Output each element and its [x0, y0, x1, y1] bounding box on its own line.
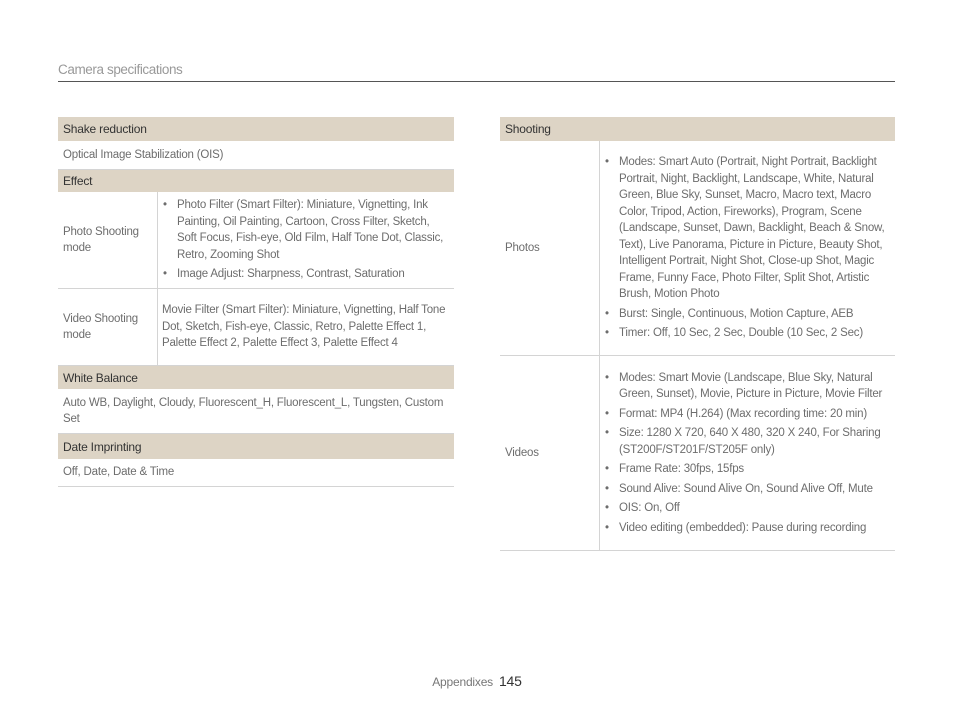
page-footer [0, 673, 954, 689]
page-title: Camera specifications [58, 62, 183, 77]
photo-shooting-mode-label: Photo Shooting mode [58, 192, 158, 288]
list-item: • Video editing (embedded): Pause during recording [604, 520, 891, 537]
white-balance-value: Auto WB, Daylight, Cloudy, Fluorescent_H, Fluorescent_L, Tungsten, Custom Set [58, 389, 454, 434]
section-header-date-imprinting: Date Imprinting [58, 434, 454, 459]
section-header-shooting: Shooting [500, 117, 895, 141]
section-header-white-balance: White Balance [58, 366, 454, 389]
list-item: • OIS: On, Off [604, 500, 891, 517]
video-shooting-mode-label: Video Shooting mode [58, 289, 158, 365]
date-imprinting-value: Off, Date, Date & Time [58, 459, 454, 487]
shake-reduction-value: Optical Image Stabilization (OIS) [58, 141, 454, 170]
list-item: • Sound Alive: Sound Alive On, Sound Alive Off, Mute [604, 481, 891, 498]
videos-label: Videos [500, 356, 600, 550]
effect-video-row [58, 289, 454, 366]
footer-section-label: Appendixes [432, 675, 493, 689]
list-item: • Image Adjust: Sharpness, Contrast, Saturation [162, 266, 450, 283]
list-item: • Format: MP4 (H.264) (Max recording time: 20 min) [604, 406, 891, 423]
list-item: • Frame Rate: 30fps, 15fps [604, 461, 891, 478]
photos-label: Photos [500, 141, 600, 355]
video-effect-value: Movie Filter (Smart Filter): Miniature, Vignetting, Half Tone Dot, Sketch, Fish-eye, Classic, Retro, Palette Effect 1, Palette Effect 2, Palette Effect 3, Palette Effect 4 [162, 304, 446, 350]
photos-spec-list [604, 154, 891, 342]
list-item: • Size: 1280 X 720, 640 X 480, 320 X 240, For Sharing (ST200F/ST201F/ST205F only) [604, 425, 891, 458]
shooting-videos-row [500, 356, 895, 551]
page-number: 145 [498, 673, 522, 689]
list-item: • Photo Filter (Smart Filter): Miniature, Vignetting, Ink Painting, Oil Painting, Cartoon, Cross Filter, Sketch, Soft Focus, Fish-eye, Old Film, Half Tone Dot, Classic, Retro, Zooming Shot [162, 197, 450, 263]
list-item: • Burst: Single, Continuous, Motion Capture, AEB [604, 306, 891, 323]
effect-photo-row [58, 192, 454, 289]
section-header-effect: Effect [58, 170, 454, 192]
list-item: • Modes: Smart Auto (Portrait, Night Portrait, Backlight Portrait, Night, Backlight, Landscape, White, Natural Green, Blue Sky, Sunset, Macro, Macro text, Macro Color, Tripod, Action, Fireworks), Program, Scene (Landscape, Sunset, Dawn, Backlight, Beach & Snow, Text), Live Panorama, Picture in Picture, Beauty Shot, Intelligent Portrait, Night Shot, Close-up Shot, Magic Frame, Funny Face, Photo Filter, Split Shot, Artistic Brush, Motion Photo [604, 154, 891, 303]
shooting-photos-row [500, 141, 895, 356]
page-header [58, 62, 895, 82]
list-item: • Modes: Smart Movie (Landscape, Blue Sky, Natural Green, Sunset), Movie, Picture in Picture, Movie Filter [604, 370, 891, 403]
list-item: • Timer: Off, 10 Sec, 2 Sec, Double (10 Sec, 2 Sec) [604, 325, 891, 342]
photo-effect-list [162, 197, 450, 283]
left-spec-table [58, 117, 454, 487]
videos-spec-list [604, 370, 891, 537]
section-header-shake-reduction: Shake reduction [58, 117, 454, 141]
right-spec-table [500, 117, 895, 551]
